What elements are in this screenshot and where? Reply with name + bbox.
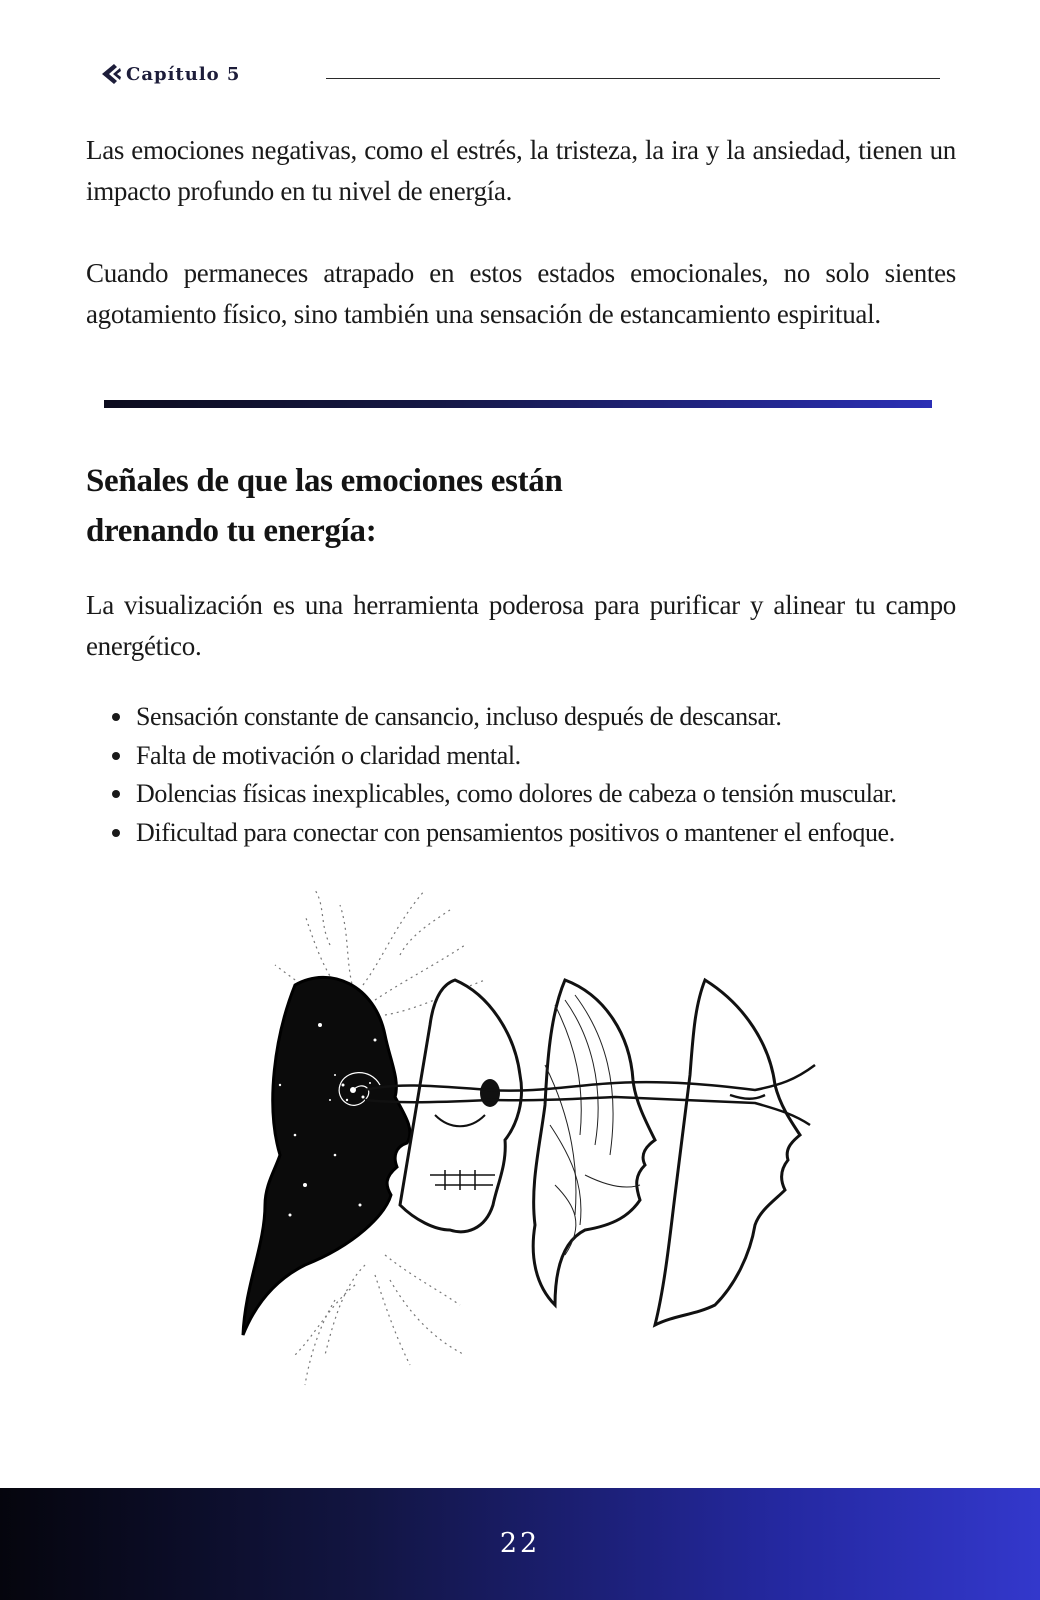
chevron-left-icon: [100, 62, 122, 86]
list-item: [86, 698, 897, 737]
faces-illustration: [235, 885, 845, 1395]
signs-list: [86, 698, 897, 852]
list-item-text: Dolencias físicas inexplicables, como dolores de cabeza o tensión muscular.: [136, 779, 897, 809]
list-item: [86, 737, 897, 776]
skull-head: [400, 980, 522, 1232]
chapter-label: Capítulo 5: [126, 63, 241, 85]
bullet-icon: [112, 829, 120, 837]
muscle-head: [533, 980, 655, 1305]
section-divider: [104, 400, 932, 408]
list-item: [86, 775, 897, 814]
chapter-indicator: [100, 62, 240, 86]
page-footer: [0, 1488, 1040, 1600]
bullet-icon: [112, 713, 120, 721]
bullet-icon: [112, 790, 120, 798]
plain-face: [655, 980, 800, 1325]
list-item-text: Sensación constante de cansancio, incluso después de descansar.: [136, 702, 782, 732]
galaxy-head: [243, 977, 410, 1335]
list-item-text: Falta de motivación o claridad mental.: [136, 740, 521, 770]
intro-paragraph-1: Las emociones negativas, como el estrés, la tristeza, la ira y la ansiedad, tienen un impacto profundo en tu nivel de energía.: [86, 135, 956, 206]
section-intro-paragraph: La visualización es una herramienta poderosa para purificar y alinear tu campo energético.: [86, 590, 956, 661]
header-rule: [326, 78, 940, 79]
page-header: [100, 62, 940, 92]
section-heading-line-2: drenando tu energía:: [86, 513, 377, 549]
section-heading: [86, 456, 706, 556]
list-item: [86, 814, 897, 853]
list-item-text: Dificultad para conectar con pensamientos positivos o mantener el enfoque.: [136, 817, 895, 847]
intro-paragraph-2: Cuando permaneces atrapado en estos estados emocionales, no solo sientes agotamiento físico, sino también una sensación de estancamiento espiritual.: [86, 258, 956, 329]
section-heading-line-1: Señales de que las emociones están: [86, 463, 563, 499]
page-number: 22: [499, 1528, 541, 1559]
bullet-icon: [112, 752, 120, 760]
